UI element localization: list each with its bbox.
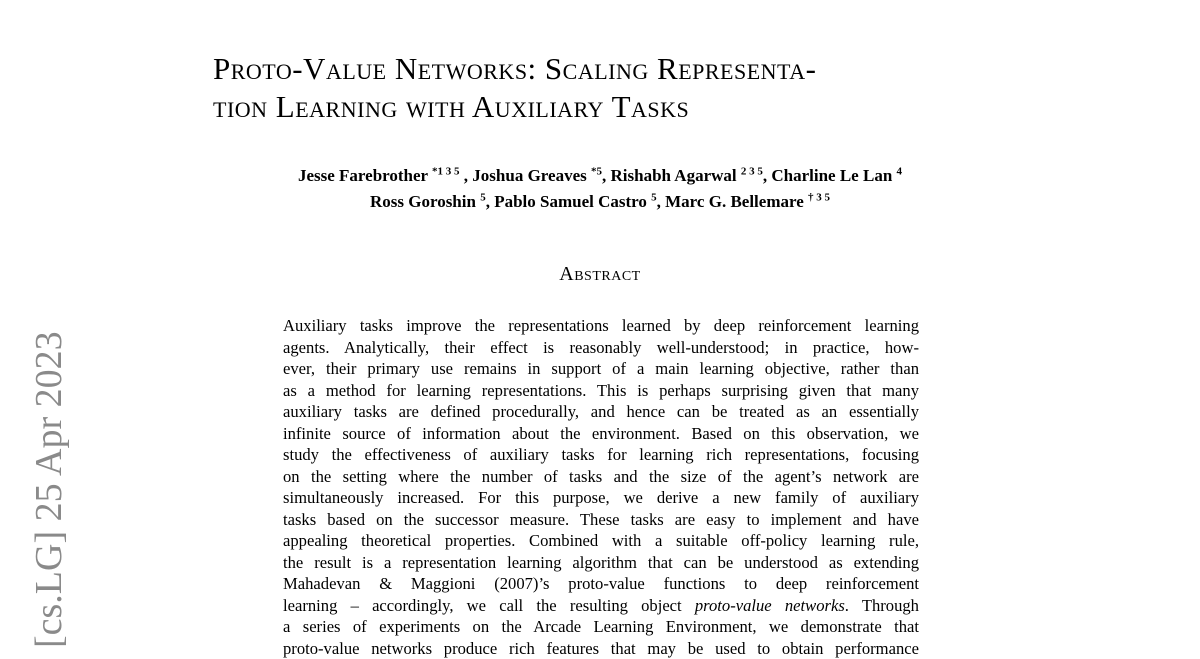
abstract-line: simultaneously increased. For this purpose, we derive a new family of auxiliary xyxy=(283,487,919,509)
author-row-2 xyxy=(180,187,1020,214)
arxiv-stamp xyxy=(26,310,72,648)
title-line-1: Proto-Value Networks: Scaling Representa- xyxy=(213,50,1003,88)
abstract-line: agents. Analytically, their effect is reasonably well-understood; in practice, how- xyxy=(283,337,919,359)
abstract-line: infinite source of information about the environment. Based on this observation, we xyxy=(283,423,919,445)
abstract-line: auxiliary tasks are defined procedurally, and hence can be treated as an essentially xyxy=(283,401,919,423)
abstract-line: appealing theoretical properties. Combined with a suitable off-policy learning rule, xyxy=(283,530,919,552)
author: Joshua Greaves $^{*5}$, xyxy=(472,166,606,185)
abstract-line: ever, their primary use remains in support of a main learning objective, rather than xyxy=(283,358,919,380)
abstract-line: a series of experiments on the Arcade Learning Environment, we demonstrate that xyxy=(283,616,919,638)
author-list xyxy=(180,160,1020,213)
author: Ross Goroshin $^5$, xyxy=(370,192,490,211)
abstract-line: proto-value networks produce rich features that may be used to obtain performance xyxy=(283,638,919,659)
author: Marc G. Bellemare $^{\dagger 3 5}$ xyxy=(665,192,830,211)
author: Rishabh Agarwal $^{2 3 5}$, xyxy=(611,166,768,185)
abstract-line: Auxiliary tasks improve the representations learned by deep reinforcement learning xyxy=(283,315,919,337)
abstract-line: study the effectiveness of auxiliary tasks for learning rich representations, focusing xyxy=(283,444,919,466)
arxiv-stamp-text: [cs.LG] 25 Apr 2023 xyxy=(26,228,72,648)
author: Pablo Samuel Castro $^5$, xyxy=(494,192,661,211)
author: Charline Le Lan $^4$ xyxy=(771,166,902,185)
abstract-line-emphasis: learning – accordingly, we call the resulting object proto-value networks. Through xyxy=(283,595,919,617)
abstract-heading: Abstract xyxy=(450,263,750,286)
author: Jesse Farebrother $^{*1 3 5}$ , xyxy=(298,166,468,185)
abstract-line: the result is a representation learning algorithm that can be understood as extending xyxy=(283,552,919,574)
author-row-1 xyxy=(180,160,1020,187)
title-line-2: tion Learning with Auxiliary Tasks xyxy=(213,88,1003,126)
abstract-body xyxy=(283,315,919,659)
abstract-line: as a method for learning representations. This is perhaps surprising given that many xyxy=(283,380,919,402)
abstract-line: on the setting where the number of tasks and the size of the agent’s network are xyxy=(283,466,919,488)
abstract-line: tasks based on the successor measure. These tasks are easy to implement and have xyxy=(283,509,919,531)
paper-title xyxy=(213,50,1003,126)
abstract-line: Mahadevan & Maggioni (2007)’s proto-value functions to deep reinforcement xyxy=(283,573,919,595)
proto-value-networks-term: proto-value networks xyxy=(695,596,845,615)
